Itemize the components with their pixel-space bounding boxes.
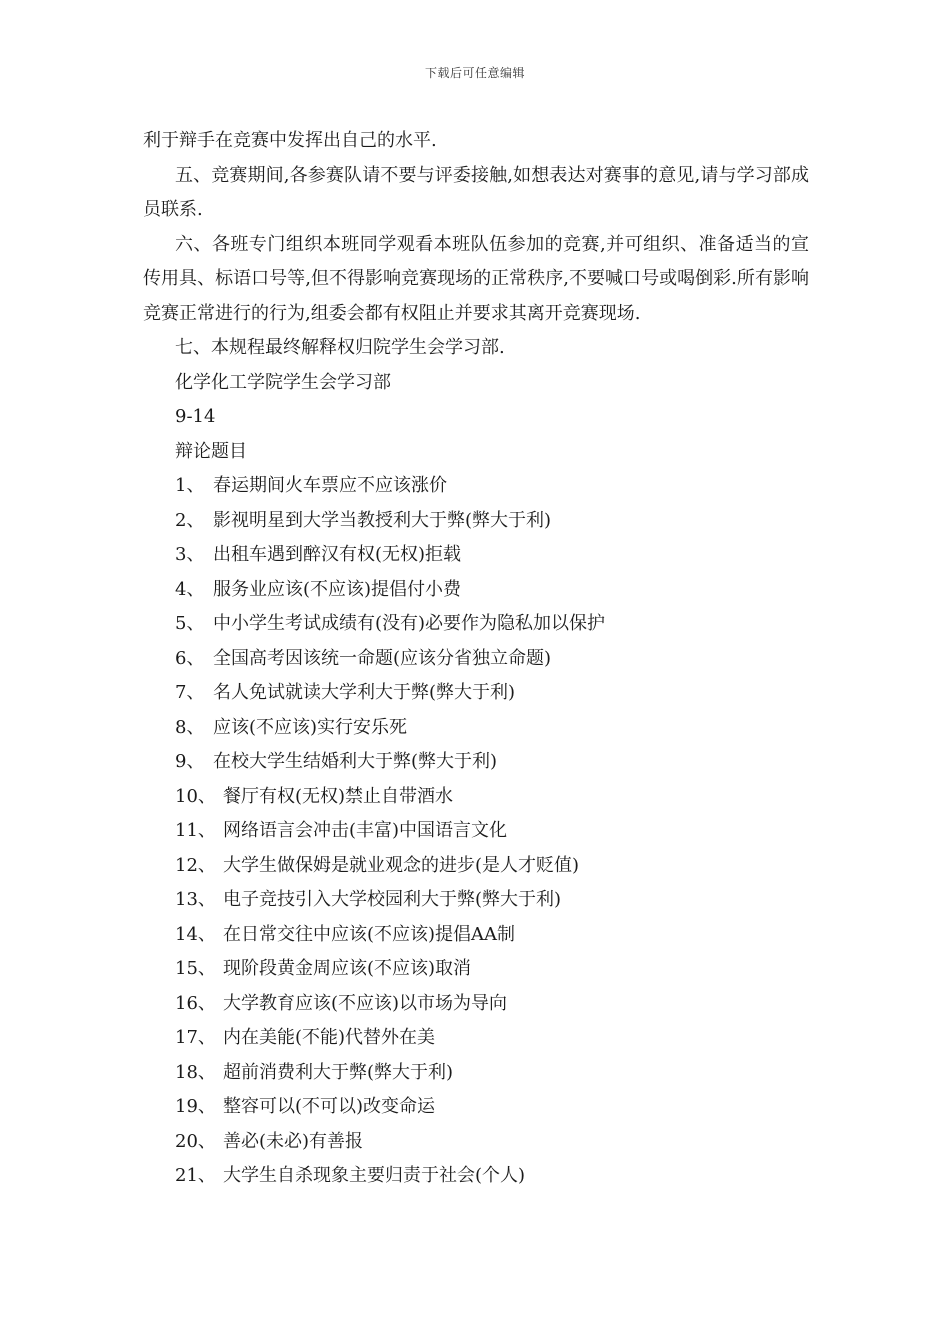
topic-number: 5、 bbox=[175, 613, 205, 634]
topic-text: 现阶段黄金周应该(不应该)取消 bbox=[223, 958, 472, 979]
topic-number: 20、 bbox=[175, 1130, 216, 1152]
topic-number: 3、 bbox=[175, 544, 205, 565]
paragraph-rule-5: 五、竞赛期间,各参赛队请不要与评委接触,如想表达对赛事的意见,请与学习部成员联系. bbox=[143, 164, 809, 220]
paragraph-rule-6: 六、各班专门组织本班同学观看本班队伍参加的竞赛,并可组织、准备适当的宣传用具、标语口号等,但不得影响竞赛现场的正常秩序,不要喊口号或喝倒彩.所有影响竞赛正常进行的行为,组委会都有权阻止并要求其离开竞赛现场. bbox=[143, 233, 809, 324]
topic-number: 19、 bbox=[175, 1096, 216, 1117]
topic-number: 7、 bbox=[175, 682, 205, 703]
topic-number: 12、 bbox=[175, 854, 216, 876]
document-body bbox=[143, 124, 809, 1194]
topic-number: 9、 bbox=[175, 751, 205, 772]
topic-number: 21、 bbox=[175, 1165, 216, 1186]
list-item bbox=[175, 1125, 809, 1160]
list-item bbox=[175, 883, 809, 918]
list-item bbox=[175, 538, 809, 573]
list-item bbox=[175, 1021, 809, 1056]
topic-number: 11、 bbox=[175, 820, 216, 841]
list-item bbox=[175, 676, 809, 711]
topic-text: 春运期间火车票应不应该涨价 bbox=[213, 475, 447, 496]
topic-number: 10、 bbox=[175, 785, 216, 807]
list-item bbox=[175, 1090, 809, 1125]
paragraph-continuation: 利于辩手在竞赛中发挥出自己的水平. bbox=[143, 130, 437, 151]
list-item bbox=[175, 504, 809, 539]
list-item bbox=[175, 642, 809, 677]
topic-number: 2、 bbox=[175, 509, 205, 531]
topic-text: 在校大学生结婚利大于弊(弊大于利) bbox=[213, 751, 498, 772]
topic-text: 影视明星到大学当教授利大于弊(弊大于利) bbox=[213, 509, 552, 531]
topic-text: 出租车遇到醉汉有权(无权)拒载 bbox=[213, 544, 462, 565]
topic-text: 中小学生考试成绩有(没有)必要作为隐私加以保护 bbox=[213, 613, 606, 634]
list-item bbox=[175, 1056, 809, 1091]
list-item bbox=[175, 711, 809, 746]
topic-text: 应该(不应该)实行安乐死 bbox=[213, 716, 408, 738]
topic-text: 全国高考因该统一命题(应该分省独立命题) bbox=[213, 647, 552, 669]
list-item bbox=[175, 849, 809, 884]
topic-number: 16、 bbox=[175, 992, 216, 1014]
topic-number: 17、 bbox=[175, 1027, 216, 1048]
list-item bbox=[175, 745, 809, 780]
topic-text: 整容可以(不可以)改变命运 bbox=[223, 1096, 436, 1117]
topic-text: 名人免试就读大学利大于弊(弊大于利) bbox=[213, 682, 516, 703]
signature-date: 9-14 bbox=[175, 406, 216, 427]
topic-text: 网络语言会冲击(丰富)中国语言文化 bbox=[223, 820, 508, 841]
topic-number: 4、 bbox=[175, 578, 205, 600]
paragraph-rule-7: 七、本规程最终解释权归院学生会学习部. bbox=[175, 337, 505, 358]
list-item bbox=[175, 780, 809, 815]
topic-text: 善必(未必)有善报 bbox=[223, 1130, 364, 1152]
list-item bbox=[175, 1159, 809, 1194]
topic-number: 6、 bbox=[175, 647, 205, 669]
topic-text: 在日常交往中应该(不应该)提倡AA制 bbox=[223, 923, 516, 945]
page-header-note: 下载后可任意编辑 bbox=[424, 66, 525, 80]
list-item bbox=[175, 987, 809, 1022]
topic-text: 餐厅有权(无权)禁止自带酒水 bbox=[223, 785, 454, 807]
topic-text: 超前消费利大于弊(弊大于利) bbox=[223, 1061, 454, 1083]
topic-text: 服务业应该(不应该)提倡付小费 bbox=[213, 578, 462, 600]
topic-text: 大学教育应该(不应该)以市场为导向 bbox=[223, 992, 508, 1014]
topic-number: 18、 bbox=[175, 1061, 216, 1083]
topic-number: 1、 bbox=[175, 475, 205, 496]
debate-topics-list bbox=[143, 469, 809, 1194]
list-item bbox=[175, 814, 809, 849]
list-item bbox=[175, 952, 809, 987]
topics-title: 辩论题目 bbox=[175, 440, 247, 462]
topic-text: 大学生自杀现象主要归责于社会(个人) bbox=[223, 1165, 526, 1186]
list-item bbox=[175, 918, 809, 953]
topic-number: 14、 bbox=[175, 923, 216, 945]
topic-text: 电子竞技引入大学校园利大于弊(弊大于利) bbox=[223, 889, 562, 910]
list-item bbox=[175, 469, 809, 504]
signature-organization: 化学化工学院学生会学习部 bbox=[175, 371, 391, 393]
list-item bbox=[175, 607, 809, 642]
topic-number: 8、 bbox=[175, 716, 205, 738]
topic-number: 15、 bbox=[175, 958, 216, 979]
list-item bbox=[175, 573, 809, 608]
topic-number: 13、 bbox=[175, 889, 216, 910]
topic-text: 内在美能(不能)代替外在美 bbox=[223, 1027, 436, 1048]
topic-text: 大学生做保姆是就业观念的进步(是人才贬值) bbox=[223, 854, 580, 876]
